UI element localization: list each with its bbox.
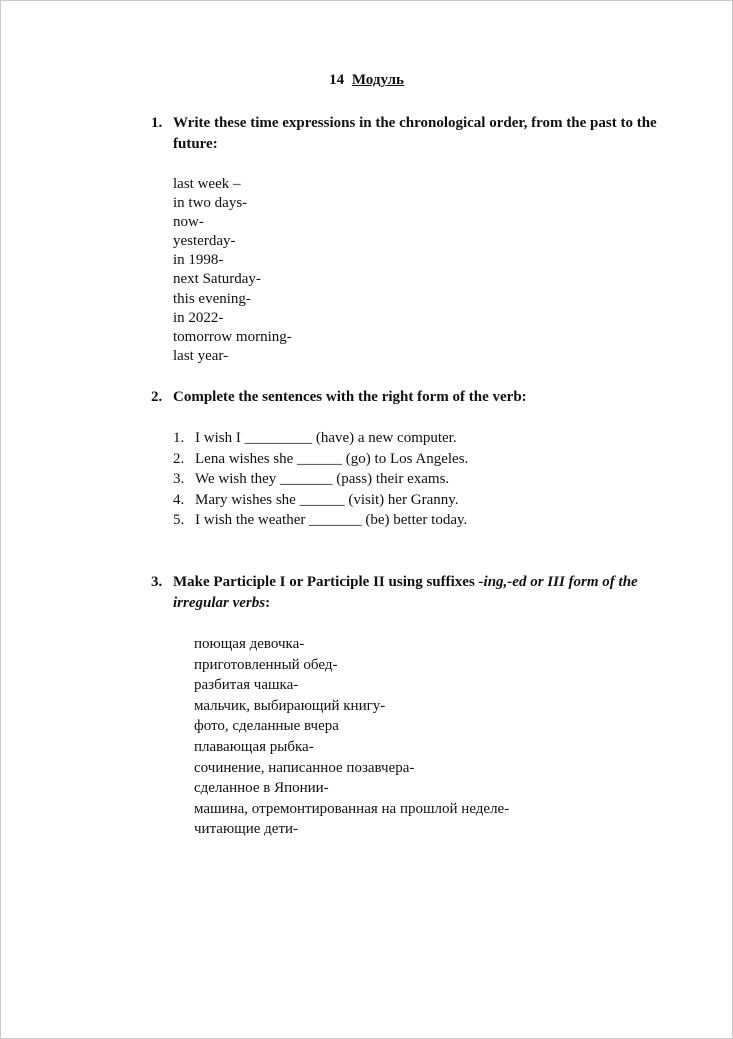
- list-item: мальчик, выбирающий книгу-: [194, 697, 386, 714]
- task-3-heading: [151, 572, 696, 614]
- sentence-item: [173, 469, 468, 490]
- time-expression-list: [173, 175, 292, 366]
- list-item: in two days-: [173, 195, 248, 212]
- sentence-item: [173, 510, 468, 531]
- task-3-instruction-plain: Make Participle I or Participle II using suffixes: [173, 574, 479, 590]
- sentence-text: Mary wishes she ______ (visit) her Granny.: [195, 491, 459, 508]
- list-item: this evening-: [173, 290, 251, 307]
- sentence-item: [173, 449, 468, 470]
- sentence-text: Lena wishes she ______ (go) to Los Angeles.: [195, 450, 469, 467]
- task-2-instruction: Complete the sentences with the right form of the verb:: [173, 389, 527, 405]
- task-3-number: 3.: [151, 574, 163, 590]
- sentence-number: 2.: [173, 450, 185, 467]
- list-item: last week –: [173, 176, 241, 192]
- module-number: 14: [329, 72, 345, 88]
- sentence-number: 5.: [173, 512, 185, 529]
- sentence-text: We wish they _______ (pass) their exams.: [195, 471, 450, 488]
- task-1-heading: [151, 113, 696, 155]
- list-item: сделанное в Японии-: [194, 780, 329, 797]
- list-item: фото, сделанные вчера: [194, 718, 339, 735]
- list-item: разбитая чашка-: [194, 677, 299, 694]
- list-item: now-: [173, 214, 204, 231]
- list-item: last year-: [173, 347, 229, 364]
- task-2-heading: [151, 387, 696, 408]
- list-item: in 2022-: [173, 309, 224, 326]
- task-3-instruction: [173, 572, 696, 614]
- sentence-number: 3.: [173, 471, 185, 488]
- sentence-number: 1.: [173, 430, 185, 446]
- page-title: [1, 72, 732, 89]
- list-item: плавающая рыбка-: [194, 738, 314, 755]
- task-1-number: 1.: [151, 115, 163, 131]
- sentence-number: 4.: [173, 491, 185, 508]
- sentence-text: I wish I _________ (have) a new computer.: [195, 430, 457, 446]
- task-1-instruction: Write these time expressions in the chronological order, from the past to the future:: [173, 115, 657, 152]
- list-item: yesterday-: [173, 233, 236, 250]
- list-item: машина, отремонтированная на прошлой неделе-: [194, 800, 510, 817]
- task-3-instruction-italic: -ing,-ed or III form of the irregular verbs: [173, 574, 638, 611]
- list-item: читающие дети-: [194, 821, 299, 838]
- list-item: поющая девочка-: [194, 636, 305, 652]
- list-item: сочинение, написанное позавчера-: [194, 759, 415, 776]
- sentence-item: [173, 490, 468, 511]
- sentence-text: I wish the weather _______ (be) better today.: [195, 512, 468, 529]
- list-item: next Saturday-: [173, 271, 261, 288]
- list-item: in 1998-: [173, 252, 224, 269]
- list-item: приготовленный обед-: [194, 656, 338, 673]
- task-2-number: 2.: [151, 389, 163, 405]
- participle-phrase-list: [194, 634, 509, 840]
- sentence-list: [173, 428, 468, 531]
- task-3-instruction-end: :: [265, 595, 271, 611]
- sentence-item: [173, 428, 468, 449]
- list-item: tomorrow morning-: [173, 328, 292, 345]
- module-word: Модуль: [351, 72, 404, 88]
